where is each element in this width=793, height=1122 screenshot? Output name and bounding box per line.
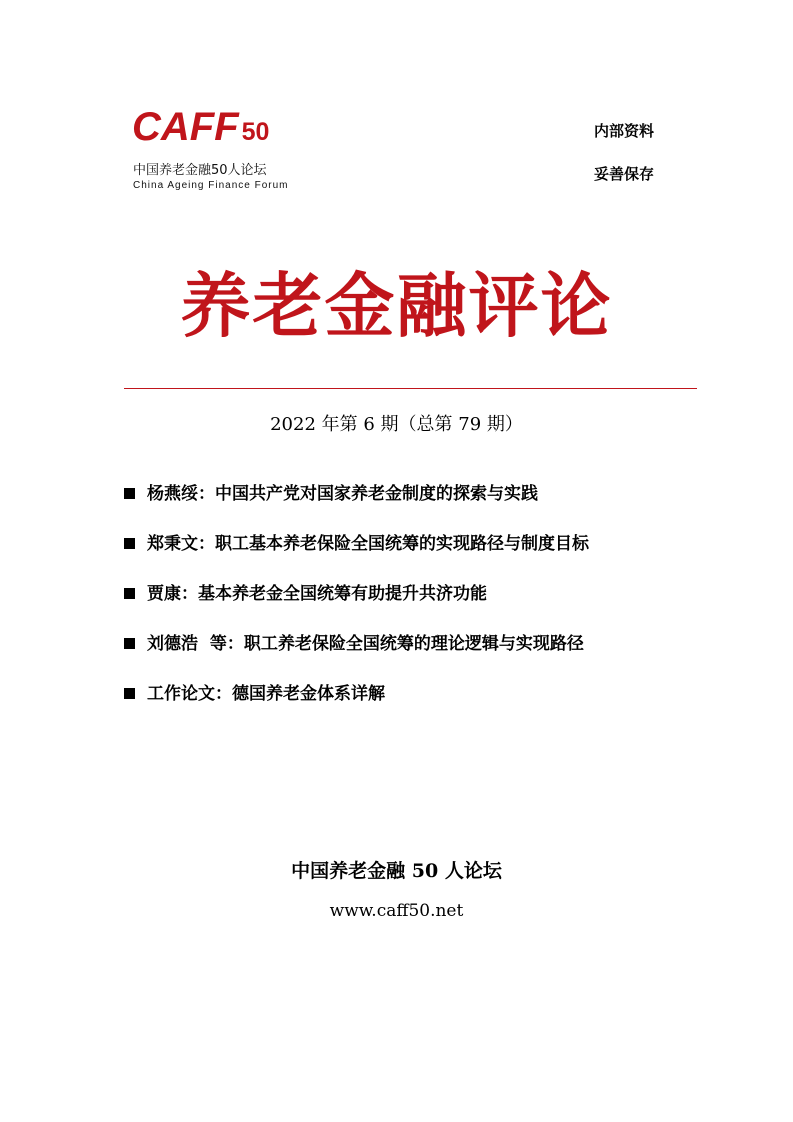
- square-bullet-icon: [124, 488, 135, 499]
- logo-name-english: China Ageing Finance Forum: [133, 180, 289, 191]
- toc-author: 刘德浩 等: [147, 634, 227, 654]
- square-bullet-icon: [124, 538, 135, 549]
- square-bullet-icon: [124, 688, 135, 699]
- title-divider: [124, 388, 697, 389]
- notice-keep-safe: 妥善保存: [594, 165, 655, 183]
- toc-item: [124, 478, 684, 528]
- caff50-logo: [132, 104, 332, 200]
- toc-title: 德国养老金体系详解: [232, 684, 385, 704]
- logo-mark-caff: CAFF: [132, 105, 239, 149]
- toc-separator: ：: [181, 584, 198, 604]
- toc-author: 郑秉文: [147, 534, 198, 554]
- toc-item: [124, 578, 684, 628]
- toc-title: 职工基本养老保险全国统筹的实现路径与制度目标: [215, 534, 589, 554]
- logo-wordmark: [132, 104, 332, 150]
- toc-separator: ：: [198, 484, 215, 504]
- toc-item: [124, 678, 684, 728]
- footer-organization: 中国养老金融 50 人论坛: [291, 860, 502, 882]
- logo-mark-50: 50: [241, 118, 270, 146]
- toc-item: [124, 528, 684, 578]
- issue-number: 2022 年第 6 期（总第 79 期）: [270, 414, 523, 435]
- toc-author: 贾康: [147, 584, 181, 604]
- toc-separator: ：: [226, 634, 244, 654]
- toc-author: 工作论文: [147, 684, 215, 704]
- toc-item: [124, 628, 684, 678]
- toc-title: 职工养老保险全国统筹的理论逻辑与实现路径: [243, 634, 584, 654]
- toc-title: 基本养老金全国统筹有助提升共济功能: [198, 584, 487, 604]
- notice-internal-material: 内部资料: [594, 122, 655, 140]
- table-of-contents: [124, 478, 684, 728]
- footer-website-link[interactable]: www.caff50.net: [329, 901, 464, 921]
- publication-title: 养老金融评论: [180, 264, 613, 347]
- toc-title: 中国共产党对国家养老金制度的探索与实践: [215, 484, 538, 504]
- logo-name-chinese: 中国养老金融50人论坛: [133, 163, 267, 178]
- toc-separator: ：: [215, 684, 232, 704]
- square-bullet-icon: [124, 638, 135, 649]
- toc-author: 杨燕绥: [147, 484, 198, 504]
- square-bullet-icon: [124, 588, 135, 599]
- toc-separator: ：: [198, 534, 215, 554]
